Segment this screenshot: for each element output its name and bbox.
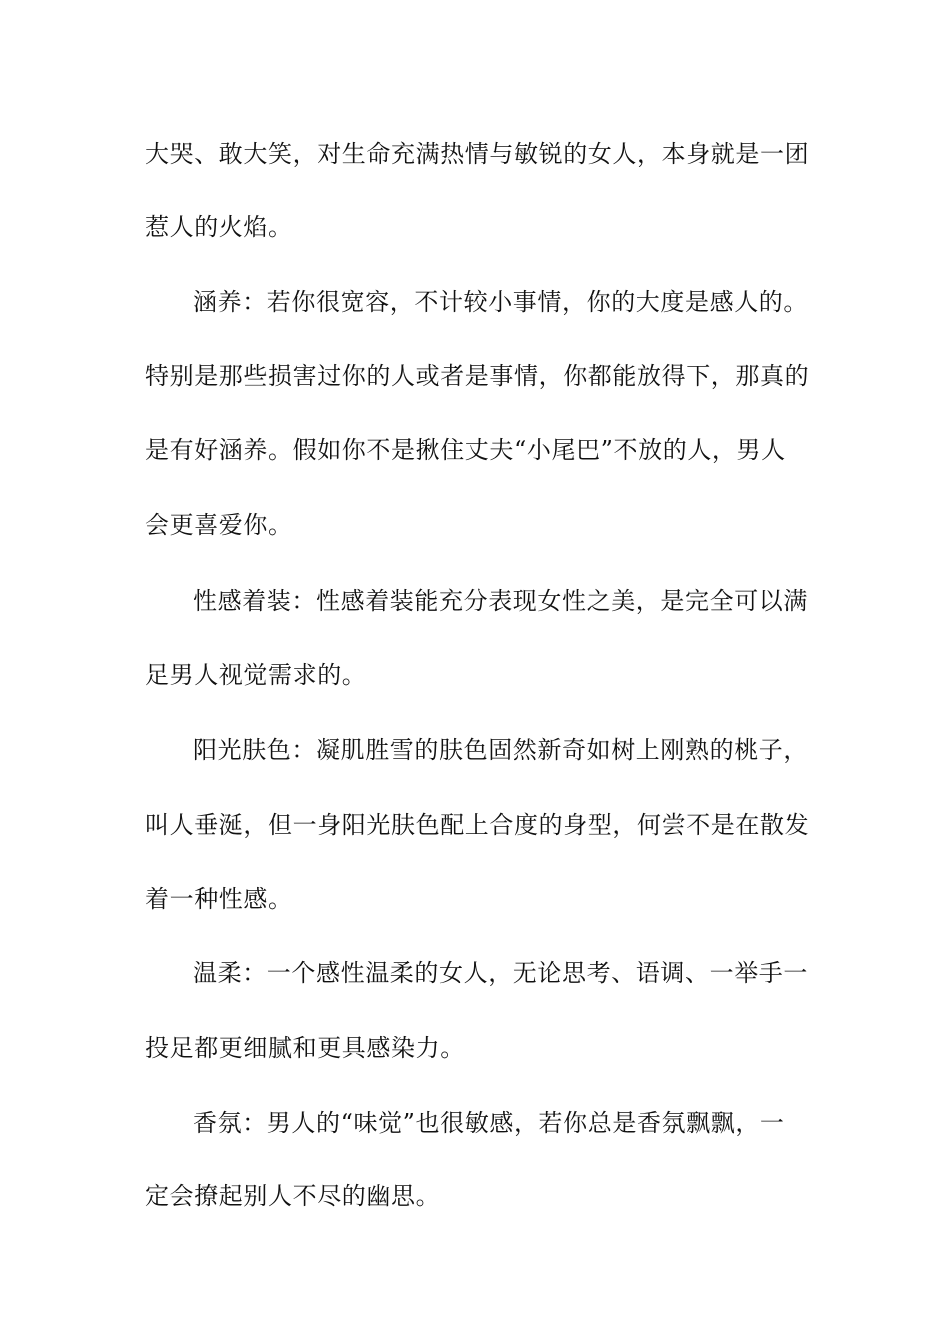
paragraph-start-line: 性感着装：性感着装能充分表现女性之美，是完全可以满 — [193, 587, 808, 615]
text-line: 足男人视觉需求的。 — [145, 661, 367, 689]
paragraph-start-line: 香氛：男人的“味觉”也很敏感，若你总是香氛飘飘，一 — [193, 1109, 785, 1137]
text-line: 会更喜爱你。 — [145, 511, 293, 539]
text-line: 特别是那些损害过你的人或者是事情，你都能放得下，那真的 — [145, 362, 810, 390]
text-line: 惹人的火焰。 — [145, 213, 293, 241]
text-line: 叫人垂涎，但一身阳光肤色配上合度的身型，何尝不是在散发 — [145, 811, 810, 839]
paragraph-start-line: 阳光肤色：凝肌胜雪的肤色固然新奇如树上刚熟的桃子， — [193, 736, 808, 764]
text-line: 着一种性感。 — [145, 885, 293, 913]
paragraph-start-line: 温柔：一个感性温柔的女人，无论思考、语调、一举手一 — [193, 959, 808, 987]
paragraph-start-line: 涵养：若你很宽容，不计较小事情，你的大度是感人的。 — [193, 288, 808, 316]
text-line: 定会撩起别人不尽的幽思。 — [145, 1182, 441, 1210]
text-line: 投足都更细腻和更具感染力。 — [145, 1034, 465, 1062]
text-line: 是有好涵养。假如你不是揪住丈夫“小尾巴”不放的人，男人 — [145, 436, 786, 464]
text-line: 大哭、敢大笑，对生命充满热情与敏锐的女人，本身就是一团 — [145, 140, 810, 168]
